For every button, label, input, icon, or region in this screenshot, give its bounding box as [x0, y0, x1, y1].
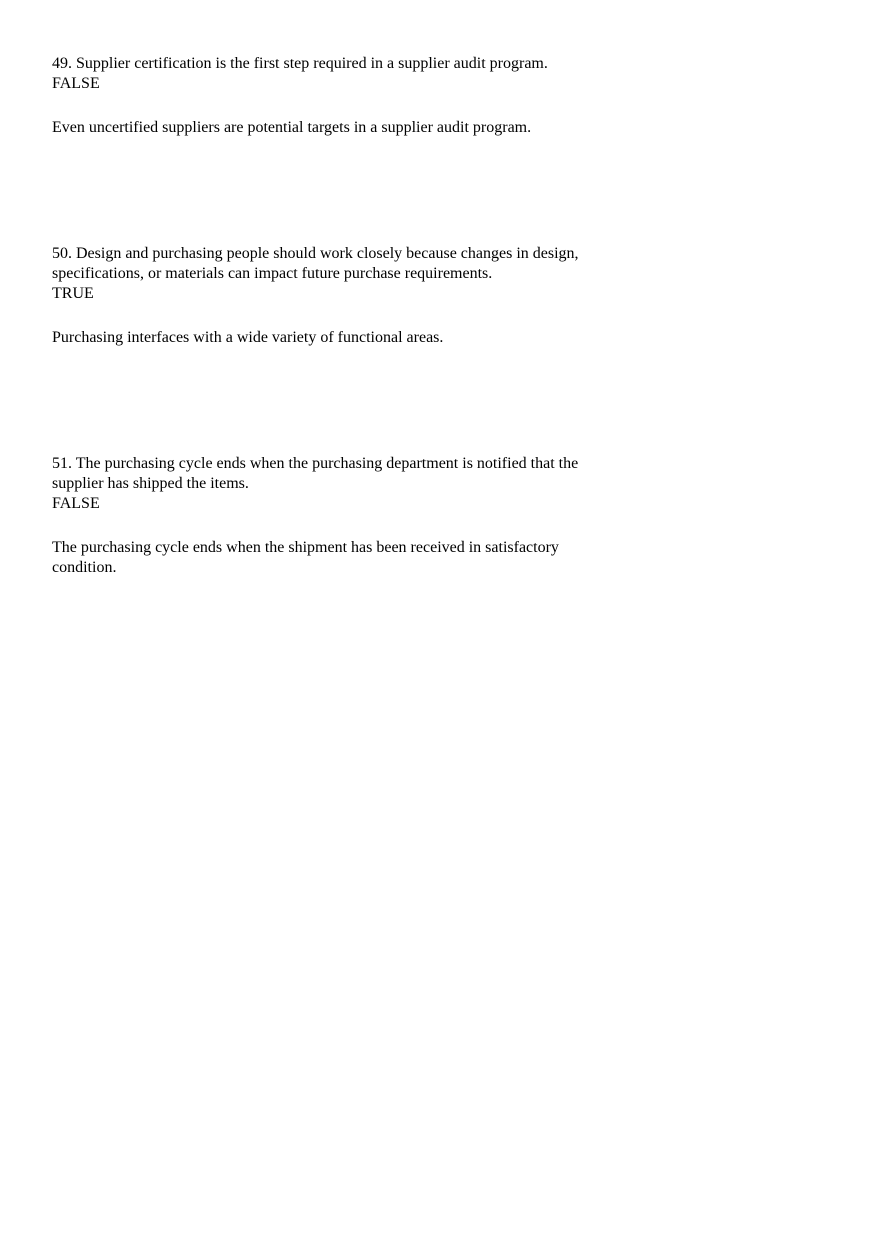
explanation: The purchasing cycle ends when the shipment has been received in satisfactory condition. — [52, 539, 559, 576]
question-51 — [52, 454, 652, 578]
question-text: 51. The purchasing cycle ends when the purchasing department is notified that the supplier has shipped the items. — [52, 455, 579, 492]
answer: FALSE — [52, 495, 100, 512]
question-49 — [52, 54, 652, 138]
answer: TRUE — [52, 285, 94, 302]
question-50 — [52, 244, 652, 348]
answer: FALSE — [52, 75, 100, 92]
explanation: Purchasing interfaces with a wide variety of functional areas. — [52, 329, 444, 346]
question-text: 49. Supplier certification is the first step required in a supplier audit program. — [52, 55, 548, 72]
explanation: Even uncertified suppliers are potential targets in a supplier audit program. — [52, 119, 532, 136]
question-text: 50. Design and purchasing people should work closely because changes in design, specifications, or materials can impact future purchase requirements. — [52, 245, 579, 282]
